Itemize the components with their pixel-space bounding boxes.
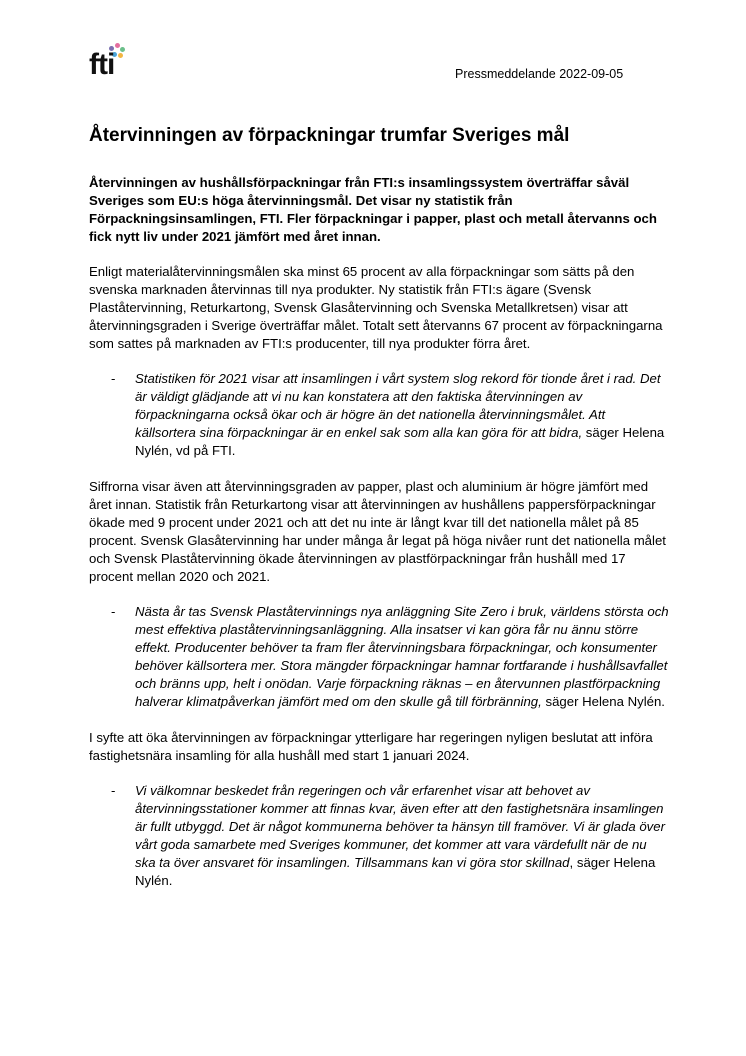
quote-block-3 — [89, 782, 669, 890]
body-paragraph-2: Siffrorna visar även att återvinningsgraden av papper, plast och aluminium är högre jämfört med året innan. Statistik från Returkartong visar att återvinningen av hushållens pappersförpackningar ökade med 9 procent under 2021 och att det nu inte är långt kvar till det nationella målet på 85 procent. Svensk Glasåtervinning har under många år legat på höga nivåer runt det nationella målet och Svensk Plaståtervinning ökade återvinningen av plastförpackningar från hushåll med 17 procent mellan 2020 och 2021. — [89, 479, 666, 584]
quote-dash: - — [111, 604, 116, 619]
quote-attribution: säger Helena Nylén. — [541, 694, 665, 709]
logo-text: fti — [89, 48, 115, 81]
quote-dash: - — [111, 783, 116, 798]
quote-dash: - — [111, 371, 116, 386]
press-release-date: Pressmeddelande 2022-09-05 — [455, 67, 624, 81]
lead-paragraph: Återvinningen av hushållsförpackningar från FTI:s insamlingssystem överträffar såväl Sveriges som EU:s höga återvinningsmål. Det visar ny statistik från Förpackningsinsamlingen, FTI. Fler förpackningar i papper, plast och metall återvanns och fick nytt liv under 2021 jämfört med året innan. — [89, 175, 657, 244]
quote-attribution: , säger Helena Nylén. — [135, 855, 656, 888]
body-paragraph-1: Enligt materialåtervinningsmålen ska minst 65 procent av alla förpackningar som sätts på den svenska marknaden återvinnas till nya produkter. Ny statistik från FTI:s ägare (Svensk Plaståtervinning, Returkartong, Svensk Glasåtervinning och Svenska Metallkretsen) visar att återvinningsgraden i Sverige överträffar målet. Totalt sett återvanns 67 procent av förpackningarna som sattes på marknaden av FTI:s producenter, till nya produkter förra året. — [89, 264, 663, 351]
logo-dot-pink — [115, 43, 120, 48]
article-body — [89, 124, 669, 908]
quote-block-2 — [89, 603, 669, 711]
quote-text: Nästa år tas Svensk Plaståtervinnings nya anläggning Site Zero i bruk, världens största och mest effektiva plaståtervinningsanläggning. Alla insatser vi kan göra får nu ännu större effekt. Producenter behöver ta fram fler återvinningsbara förpackningar, och konsumenter behöver källsortera mer. Stora mängder förpackningar hamnar fortfarande i hushållsavfallet och bränns upp, helt i onödan. Varje förpackning räknas – en återvunnen plastförpackning halverar klimatpåverkan jämfört med om den skulle gå till förbränning, — [135, 604, 669, 709]
quote-attribution: säger Helena Nylén, vd på FTI. — [135, 425, 665, 458]
quote-text: Statistiken för 2021 visar att insamlingen i vårt system slog rekord för tionde året i rad. Det är väldigt glädjande att vi nu kan konstatera att den faktiska återvinningen av förpackningarna också ökar och är högre än det nationella återvinningsmålet. Att källsortera sina förpackningar är en enkel sak som alla kan göra för att bidra, — [135, 371, 661, 440]
quote-text: Vi välkomnar beskedet från regeringen och vår erfarenhet visar att behovet av återvinningsstationer kommer att finnas kvar, även efter att den fastighetsnära insamlingen är fullt utbyggd. Det är något kommunerna behöver ta hänsyn till framöver. Vi är glada över vårt goda samarbete med Sveriges kommuner, det kommer att vara värdefullt när de nu ska ta över ansvaret för insamlingen. Tillsammans kan vi göra stor skillnad — [135, 783, 665, 870]
quote-block-1 — [89, 370, 669, 460]
logo-dot-green — [120, 47, 125, 52]
logo-dot-yellow — [118, 53, 123, 58]
article-title: Återvinningen av förpackningar trumfar Sveriges mål — [89, 125, 570, 146]
body-paragraph-3: I syfte att öka återvinningen av förpackningar ytterligare har regeringen nyligen beslutat att införa fastighetsnära insamling för alla hushåll med start 1 januari 2024. — [89, 730, 653, 763]
fti-logo — [89, 44, 129, 84]
